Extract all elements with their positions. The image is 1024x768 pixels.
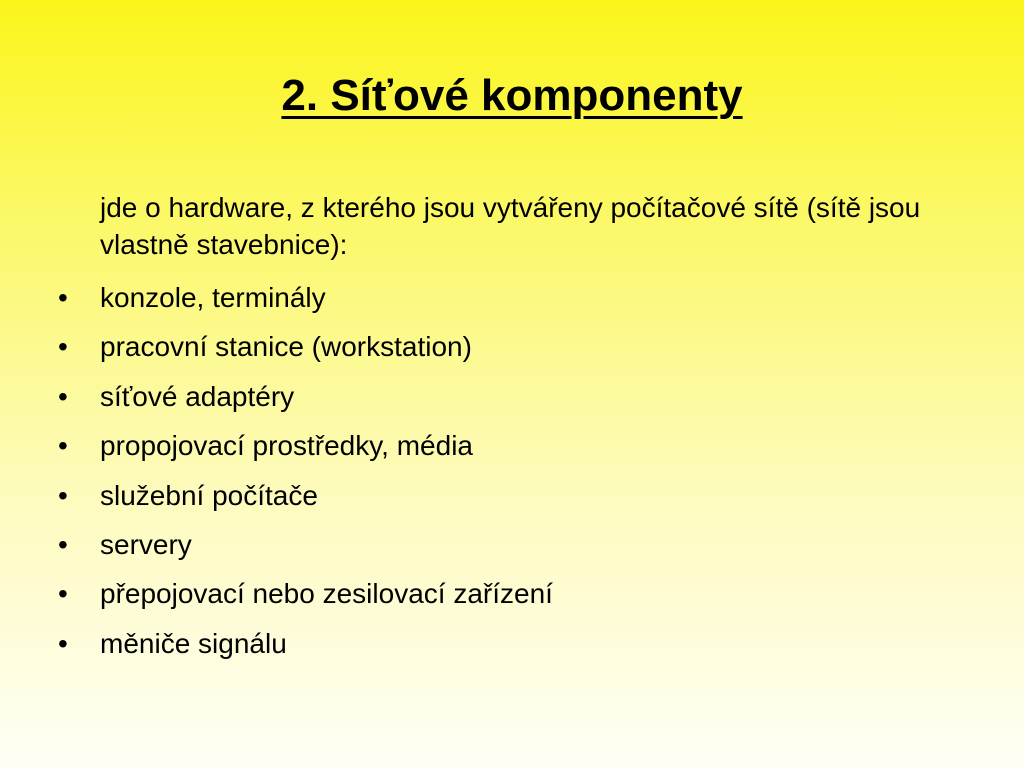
bullet-icon: • bbox=[58, 331, 68, 363]
bullet-text: přepojovací nebo zesilovací zařízení bbox=[100, 578, 553, 610]
intro-paragraph: jde o hardware, z kterého jsou vytvářeny počítačové sítě (sítě jsou vlastně stavebnice): bbox=[100, 192, 921, 260]
bullet-text: konzole, terminály bbox=[100, 282, 326, 313]
bullet-item-servery bbox=[0, 526, 1024, 575]
bullet-list bbox=[0, 279, 1024, 674]
bullet-icon: • bbox=[58, 479, 68, 511]
bullet-icon: • bbox=[58, 528, 68, 560]
bullet-text: servery bbox=[100, 528, 192, 560]
bullet-text: pracovní stanice (workstation) bbox=[100, 331, 472, 363]
slide-title-text: 2. Síťové komponenty bbox=[281, 71, 743, 120]
bullet-icon: • bbox=[58, 430, 68, 462]
bullet-text: měniče signálu bbox=[100, 627, 287, 659]
bullet-item-menice-signalu bbox=[0, 625, 1024, 674]
bullet-item-prepojovaci-zarizeni bbox=[0, 575, 1024, 624]
bullet-item-pracovni-stanice bbox=[0, 328, 1024, 377]
bullet-item-sitove-adaptery bbox=[0, 378, 1024, 427]
bullet-text: propojovací prostředky, média bbox=[100, 430, 473, 462]
bullet-item-konzole bbox=[0, 279, 1024, 328]
bullet-icon: • bbox=[58, 380, 68, 412]
slide-title bbox=[0, 66, 1024, 126]
bullet-text: síťové adaptéry bbox=[100, 380, 295, 412]
bullet-icon: • bbox=[58, 627, 68, 659]
bullet-text: služební počítače bbox=[100, 479, 318, 511]
bullet-item-sluzebni-pocitace bbox=[0, 477, 1024, 526]
bullet-icon: • bbox=[58, 282, 68, 313]
bullet-item-propojovaci-prostredky bbox=[0, 427, 1024, 476]
bullet-icon: • bbox=[58, 578, 68, 610]
